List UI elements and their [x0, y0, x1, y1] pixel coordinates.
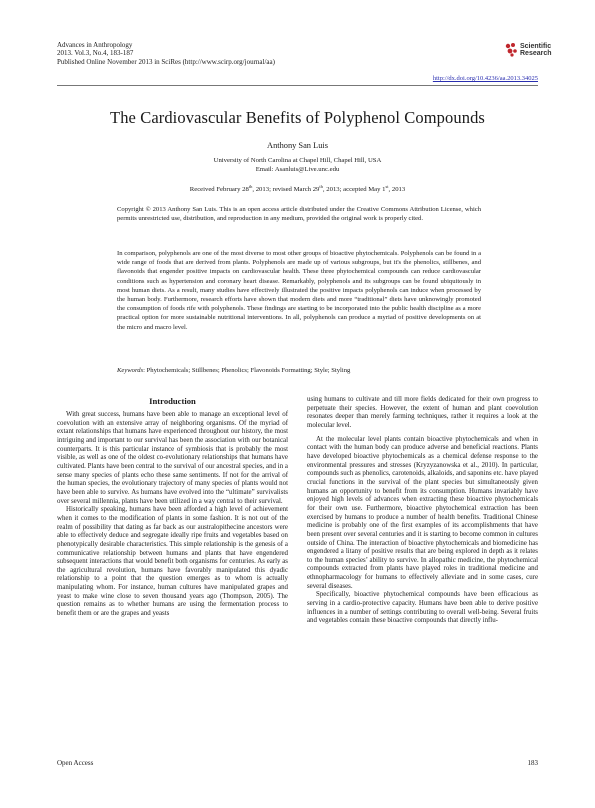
body-paragraph: At the molecular level plants contain bioactive phytochemicals and when in contact with the human body can produce adverse and beneficial reactions. Plants have developed bioactive phytochemicals as a chemical defense response to the environmental pressures and stresses (Kryzyzanowska et al., 2010). In particular, compounds such as phenolics, carotenoids, alkaloids, and saponins etc. have played crucial functions in the survival of the plant species but simultaneously given humans an opportunity to benefit from its consumption. Humans invariably have enjoyed high levels of advances when extracting these bioactive phytochemicals for their own use. Furthermore, bioactive phytochemical extraction has been exercised by humans to produce a number of health benefits. Traditional Chinese medicine is probably one of the first examples of its accomplishments that have been present over several centuries and it is starting to become common in cultures outside of China. The interaction of bioactive phytochemicals and biomedicine has engendered a litany of positive results that are being explored in depth as it relates to the human species’ ability to survive. In allopathic medicine, the phytochemical compounds extracted from plants have played roles in traditional medicine and ethnopharmacology for humans to effectively alleviate and in some cases, cure several diseases. [307, 435, 538, 590]
revised-sup: th [319, 183, 323, 189]
journal-published: Published Online November 2013 in SciRes (http://www.scirp.org/journal/aa) [57, 57, 275, 66]
body-paragraph: Specifically, bioactive phytochemical compounds have been efficacious as serving in a cardio-protective capacity. Humans have been able to derive positive influences in a number of settings contributing to overall well-being. Several fruits and vegetables contain these bioactive compounds that directly influ- [307, 591, 538, 625]
abstract: In comparison, polyphenols are one of the most diverse to most other groups of bioactive phytochemicals. Polyphenols can be found in a wide range of foods that are derived from plants. Polyphenols are made up of various subgroups, but it's the phenolics, stillbenes, and flavonoids that engender positive impacts on cardiovascular health. These three phytochemical compounds can reduce cardiovascular conditions such as hypertension and coronary heart disease. Remarkably, polyphenols and its subgroups can be found ubiquitously in most human diets. As a result, many studies have effectively illustrated the positive impacts polyphenols can induce when processed by the human body. Furthermore, research efforts have shown that modern diets and more “traditional” diets have unknowingly promoted the consumption of foods rife with polyphenols. These findings are starting to be incorporated into the public health discipline as a more practical option for more sustainable nutritional interventions. In all, polyphenols can produce a myriad of positive developments on at the micro and macro level. [117, 250, 481, 331]
left-column [57, 396, 288, 619]
affiliation-text: University of North Carolina at Chapel Hill, Chapel Hill, USA [213, 157, 382, 164]
body-paragraph: using humans to cultivate and till more fields dedicated for their own progress to perpetuate their species. However, the extent of human and plant coevolution resonates deeper than merely farming techniques, rather it requires a look at the molecular level. [307, 396, 538, 429]
keywords-label: Keywords [117, 367, 144, 374]
author-email: Email: Asanluis@Live.unc.edu [255, 165, 340, 173]
journal-name: Advances in Anthropology [57, 41, 133, 49]
header-divider [57, 85, 538, 86]
author-affiliation [0, 157, 595, 174]
received-sup: th [248, 183, 253, 189]
received-dates [0, 183, 595, 193]
page-number: 183 [527, 759, 538, 767]
doi-link[interactable]: http://dx.doi.org/10.4236/aa.2013.34025 [432, 75, 538, 82]
copyright-notice: Copyright © 2013 Anthony San Luis. This is an open access article distributed under the Creative Commons Attribution License, which permits unrestricted use, distribution, and reproduction in any medium, provided the original work is properly cited. [117, 206, 481, 222]
footer-open-access: Open Access [57, 759, 94, 767]
keywords-list: : Phytochemicals; Stillbenes; Phenolics; Flavonoids Formatting; Style; Styling [143, 367, 351, 374]
revised-date: , 2013; revised March 29 [252, 186, 320, 193]
author-name: Anthony San Luis [267, 141, 328, 150]
accepted-date: , 2013; accepted May 1 [322, 186, 386, 193]
keywords [117, 367, 481, 374]
accepted-suffix: , 2013 [388, 186, 406, 193]
journal-header [57, 41, 275, 66]
paper-title: The Cardiovascular Benefits of Polyphenol Compounds [110, 108, 485, 127]
logo-line2: Research [520, 50, 552, 57]
journal-volume: 2013. Vol.3, No.4, 183-187 [57, 49, 134, 58]
logo-line1: Scientific [520, 43, 552, 50]
scientific-research-logo [505, 41, 553, 61]
body-paragraph: With great success, humans have been able to manage an exceptional level of coevolution with an extensive array of neighboring organisms. Of the myriad of extant relationships that humans have experienced throughout our history, the most intriguing and important to our survival has been the association with our botanical counterparts. It is this particular instance of symbiosis that is probably the most visible, as well as one of the oldest co-evolutionary relationships that humans have cultivated. Plants have been central to the survival of our ancestral species, and in a sense many species of plants echo these same sentiments. If not for the arrival of the human species, the evolutionary trajectory of many species of plants would not have been able to survive. As humans have evolved into the “ultimate” survivalists over several millennia, plants have been utilized in a way central to their survival. [57, 411, 288, 505]
received-date: Received February 28 [189, 186, 249, 193]
section-heading-introduction: Introduction [149, 396, 196, 406]
body-paragraph: Historically speaking, humans have been afforded a high level of achievement when it comes to the modification of plants in some fashion. It is not out of the realm of possibility that dating as far back as our australopithecine ancestors were able to effectively deduce and segregate ideally ripe fruits and vegetables based on phenotypically desirable characteristics. This simple relationship is the genesis of a communicative relationship between humans and plants that have engendered subsequent interactions that would benefit both organisms for centuries. As early as the agricultural revolution, humans have favorably manipulated this dyadic relationship to a point that the question emerges as to whom is actually manipulating whom. For instance, human cultures have manipulated grapes and yeast to make wine close to seven thousand years ago (Thompson, 2005). The question remains as to whether humans are using the fermentation process to benefit them or are the grapes and yeasts [57, 506, 288, 618]
sr-logo-icon [505, 42, 518, 57]
accepted-sup: st [385, 183, 389, 189]
right-column [307, 396, 538, 626]
